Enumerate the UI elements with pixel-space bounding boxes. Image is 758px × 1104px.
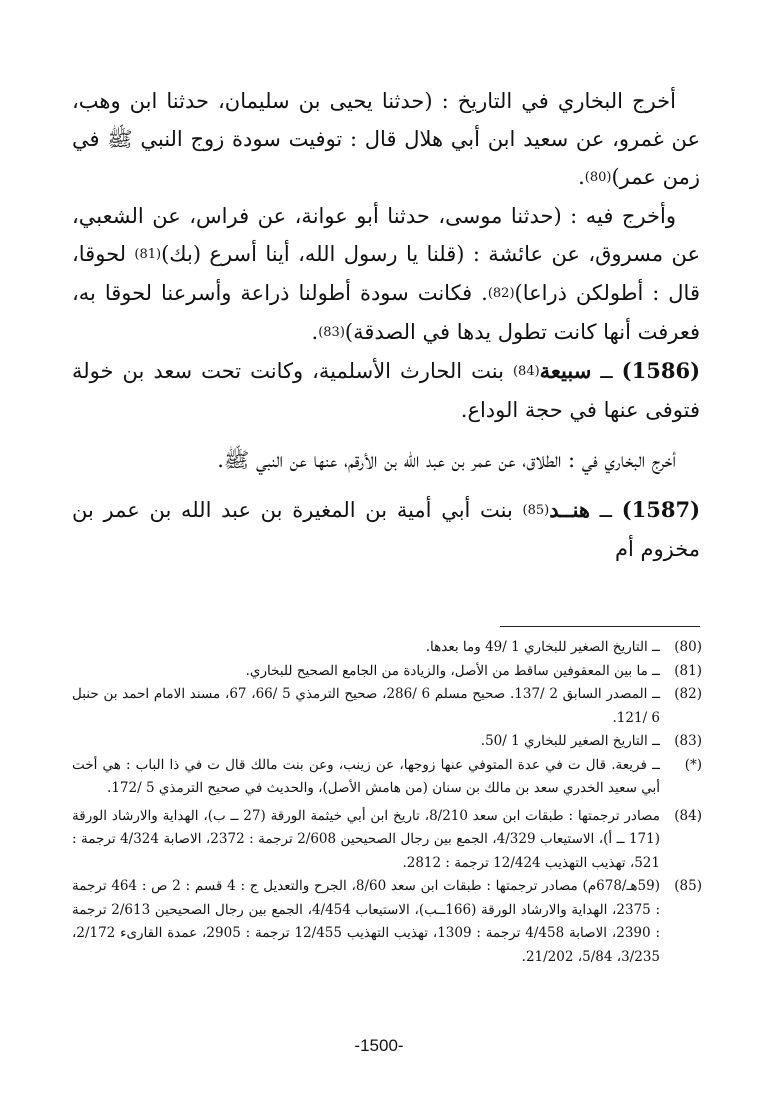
footnote-ref-80: (80): [584, 170, 612, 185]
footnote-text: ــ التاريخ الصغير للبخاري 1 /49 وما بعدها.: [425, 639, 660, 655]
footnote-number: (82): [674, 686, 702, 702]
footnote-text: مصادر ترجمتها : طبقات ابن سعد 8/210، تاريخ ابن أبي خيثمة الورقة (27 ــ ب)، الهداية والارشاد الورقة (171 ــ أ)، الاستيعاب 4/329، الجمع بين رجال الصحيحين 2/608 ترجمة : 2372، الاصابة 4/324 ترجمة : 521، تهذيب التهذيب 12/424 ترجمة : 2812.: [72, 807, 660, 871]
footnote-ref-81: (81): [134, 247, 162, 262]
footnote-82: [72, 683, 702, 730]
footnote-number: (81): [674, 662, 702, 679]
footnote-83: [72, 730, 702, 754]
footnote-star: [72, 754, 702, 801]
footnote-81: [72, 660, 702, 684]
entry-name: هنــد: [549, 497, 590, 522]
footnote-ref-82: (82): [487, 286, 515, 301]
entry-1587: (1587) ــ هنــد(85) بنت أبي أمية بن المغيرة بن عبد الله بن عمر بن مخزوم أم: [72, 497, 701, 561]
footnote-84: [72, 805, 702, 876]
paragraph-bukhari-tarikh: أخرج البخاري في التاريخ : (حدثنا يحيى بن سليمان، حدثنا ابن وهب، عن غمرو، عن سعيد ابن أبي هلال قال : توفيت سودة زوج النبي ﷺ في زمن عمر)(80).: [72, 89, 700, 189]
entry-name: سبيعة: [539, 358, 592, 383]
footnote-80: [72, 636, 702, 660]
entry-number: (1587): [621, 497, 701, 522]
footnote-divider: [500, 626, 700, 627]
paragraph-bukhari-talaq: أخرج البخاري في : الطلاق، عن عمر بن عبد الله بن الأرقم، عنها عن النبي ﷺ.: [217, 448, 676, 472]
footnote-number: (84): [674, 807, 702, 824]
footnote-ref-85: (85): [522, 503, 550, 518]
footnote-text: ــ فريعة. قال ت في عدة المتوفي عنها زوجها، عن زينب، وعن بنت مالك قال ت في ذا الباب : هي أخت أبي سعيد الخدري سعد بن مالك بن سنان (من هامش الأصل)، والحديث في صحيح الترمذي 5 /172.: [72, 756, 660, 796]
paragraph-aisha-hadith: وأخرج فيه : (حدثنا موسى، حدثنا أبو عوانة، عن فراس، عن الشعبي، عن مسروق، عن عائشة : (قلنا يا رسول الله، أينا أسرع (بك)(81) لحوقا، قال : أطولكن ذراعا)(82). فكانت سودة أطولنا ذراعة وأسرعنا لحوقا به، فعرفت أنها كانت تطول يدها في الصدقة)(83).: [72, 204, 701, 344]
footnote-text: (59هـ/678م) مصادر ترجمتها : طبقات ابن سعد 8/60، الجرح والتعديل ج : 4 قسم : 2 ص : 464 ترجمة : 2375، الهداية والارشاد الورقة (166ــب)، الاستيعاب 4/454، الجمع بين رجال الصحيحين 2/613 ترجمة : 2390، الاصابة 4/458 ترجمة : 1309، تهذيب التهذيب 12/455 ترجمة : 2905، عمدة القارىء 2/172، 3/235، 5/84، 21/202.: [72, 878, 661, 965]
footnote-text: ــ ما بين المعقوفين ساقط من الأصل، والزيادة من الجامع الصحيح للبخاري.: [245, 662, 660, 679]
main-text: [72, 82, 700, 568]
footnote-text: ــ التاريخ الصغير للبخاري 1 /50.: [480, 733, 660, 749]
entry-1586: (1586) ــ سبيعة(84) بنت الحارث الأسلمية، وكانت تحت سعد بن خولة فتوفى عنها في حجة الوداع.: [72, 358, 700, 422]
footnote-85: [72, 875, 702, 969]
footnotes: [72, 636, 702, 969]
entry-number: (1586): [621, 358, 700, 383]
footnote-number: (83): [674, 733, 702, 749]
footnote-text: ــ المصدر السابق 2 /137. صحيح مسلم 6 /286، صحيح الترمذي 5 /66، 67، مسند الامام احمد بن حنبل 6 /121.: [72, 686, 661, 726]
footnote-number: (80): [674, 639, 702, 655]
footnote-ref-83: (83): [318, 325, 345, 340]
footnote-number: (*): [684, 756, 702, 773]
footnote-ref-84: (84): [512, 364, 540, 379]
footnote-number: (85): [674, 878, 702, 894]
page-number: -1500-: [354, 1036, 404, 1055]
